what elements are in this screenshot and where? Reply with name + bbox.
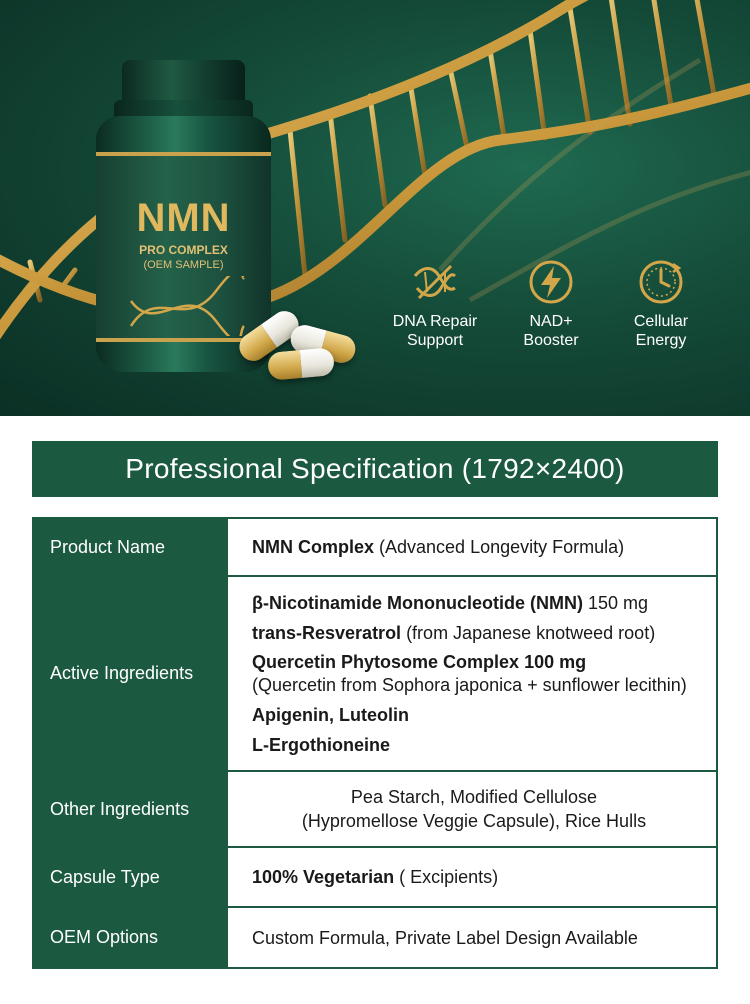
table-row-product-name — [34, 519, 716, 577]
dna-rung — [490, 50, 505, 143]
dna-rung — [290, 130, 305, 275]
dna-rung — [650, 0, 672, 112]
clock-icon — [637, 258, 685, 306]
other-ingredients-line2: (Hypromellose Veggie Capsule), Rice Hulls — [301, 811, 647, 831]
row-label: Active Ingredients — [34, 577, 230, 770]
feature-line1: DNA Repair — [392, 313, 478, 330]
feature-line1: NAD+ — [529, 313, 573, 330]
feature-dna-repair — [380, 258, 490, 350]
dna-rung — [330, 112, 345, 240]
dna-rung — [410, 82, 425, 175]
other-ingredients-line1: Pea Starch, Modified Cellulose — [350, 787, 598, 807]
row-value — [232, 577, 716, 770]
dna-rung — [450, 68, 468, 152]
ingredient-quercetin-source: (Quercetin from Sophora japonica + sunflower lecithin) — [252, 674, 687, 695]
spec-table — [32, 517, 718, 969]
bottle-label-subtitle: PRO COMPLEX — [139, 243, 228, 257]
dna-rung — [370, 96, 385, 205]
bottle-label-title: NMN — [136, 196, 231, 240]
table-row-capsule-type — [34, 848, 716, 908]
dna-icon — [411, 258, 459, 306]
feature-nad-booster — [496, 258, 606, 350]
row-value — [232, 772, 716, 846]
capsule-type: 100% Vegetarian — [252, 867, 395, 887]
ingredient-nmn: β-Nicotinamide Mononucleotide (NMN) — [252, 592, 583, 613]
dna-rung — [570, 8, 590, 132]
row-label: Capsule Type — [34, 848, 230, 906]
ingredient-resveratrol: trans-Resveratrol — [252, 622, 402, 643]
ingredient-apigenin-luteolin: Apigenin, Luteolin — [252, 704, 409, 725]
supplement-bottle — [96, 60, 271, 372]
table-row-active-ingredients — [34, 577, 716, 772]
ingredient-quercetin: Quercetin Phytosome Complex 100 mg — [252, 651, 587, 672]
bottle-label-sample: (OEM SAMPLE) — [143, 259, 224, 271]
label-dna-icon — [126, 276, 246, 336]
capsule-excipients: ( Excipients) — [394, 867, 499, 887]
table-row-other-ingredients — [34, 772, 716, 848]
bottle-cap — [122, 60, 245, 104]
row-value — [232, 848, 716, 906]
dna-rung — [690, 0, 715, 100]
hero-banner — [0, 0, 750, 416]
feature-line2: Energy — [635, 332, 687, 349]
row-label: OEM Options — [34, 908, 230, 967]
lightning-icon — [527, 258, 575, 306]
row-label: Product Name — [34, 519, 230, 575]
ingredient-resveratrol-source: (from Japanese knotweed root) — [401, 622, 656, 643]
feature-line1: Cellular — [633, 313, 689, 330]
ingredient-ergothioneine: L-Ergothioneine — [252, 734, 390, 755]
feature-line2: Support — [406, 332, 464, 349]
product-name: NMN Complex — [252, 537, 375, 557]
feature-line2: Booster — [523, 332, 579, 349]
capsule — [267, 347, 335, 381]
dna-rung — [530, 30, 545, 138]
product-descriptor: (Advanced Longevity Formula) — [374, 537, 625, 557]
bottle-label — [96, 152, 271, 342]
row-label: Other Ingredients — [34, 772, 230, 846]
feature-cellular-energy — [606, 258, 716, 350]
row-value — [232, 519, 716, 575]
spec-title: Professional Specification (1792×2400) — [32, 441, 718, 497]
row-value — [232, 908, 716, 967]
table-row-oem-options — [34, 908, 716, 967]
ingredient-nmn-dose: 150 mg — [582, 592, 649, 613]
oem-options-value: Custom Formula, Private Label Design Available — [252, 927, 638, 948]
